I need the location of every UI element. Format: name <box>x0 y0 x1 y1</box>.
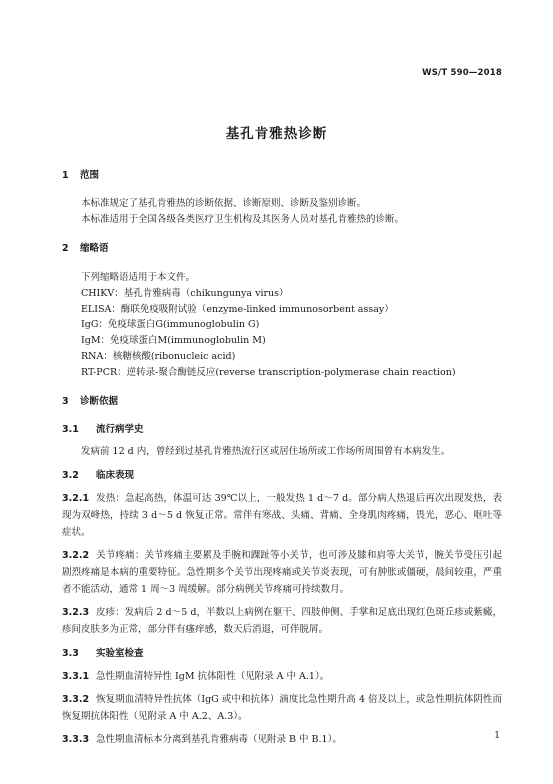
abbreviation-intro: 下列缩略语适用于本文件。 <box>81 272 196 283</box>
standard-code: WS/T 590—2018 <box>422 68 502 78</box>
clause-text: 皮疹：发病后 2 d～5 d，半数以上病例在躯干、四肢伸侧、手掌和足底出现红色斑丘疹或紫癜，疹间皮肤多为正常，部分伴有瘙痒感，数天后消退，可伴脱屑。 <box>62 607 502 636</box>
abbreviation-item: IgG：免疫球蛋白G(immunoglobulin G) <box>81 319 260 331</box>
paragraph: 本标准适用于全国各级各类医疗卫生机构及其医务人员对基孔肯雅热的诊断。 <box>81 213 405 225</box>
subsection-heading-epidemiology <box>62 422 502 438</box>
paragraph: 本标准规定了基孔肯雅热的诊断依据、诊断原则、诊断及鉴别诊断。 <box>81 198 367 209</box>
clause-3-2-2 <box>62 547 502 598</box>
document-title: 基孔肯雅热诊断 <box>225 126 328 142</box>
clause-text: 关节疼痛：关节疼痛主要累及手腕和踝趾等小关节，也可涉及膝和肩等大关节，腕关节受压引起剧烈疼痛是本病的重要特征。急性期多个关节出现疼痛或关节炎表现，可有肿胀或僵硬，晨间较重，严重者不能活动，通常 1 周～3 周缓解。部分病例关节疼痛可持续数月。 <box>62 550 502 596</box>
section-title: 缩略语 <box>80 243 109 254</box>
abbreviation-item: ELISA：酶联免疫吸附试验（enzyme-linked immunosorbent assay） <box>81 303 394 315</box>
section-title: 范围 <box>80 170 100 181</box>
clause-3-3-2 <box>62 691 502 725</box>
clause-3-3-3 <box>62 731 502 748</box>
clause-text: 恢复期血清特异性抗体（IgG 或中和抗体）滴度比急性期升高 4 倍及以上，或急性期抗体阴性而恢复期抗体阳性（见附录 A 中 A.2、A.3）。 <box>62 694 502 723</box>
subsection-title: 临床表现 <box>96 470 135 482</box>
section-heading-diagnosis-basis <box>62 394 502 410</box>
clause-text: 急性期血清标本分离到基孔肯雅病毒（见附录 B 中 B.1）。 <box>96 734 342 746</box>
subsection-title: 实验室检查 <box>96 648 144 660</box>
clause-number: 3.3.2 <box>62 694 90 706</box>
paragraph: 发病前 12 d 内，曾经到过基孔肯雅热流行区或居住场所或工作场所周围曾有本病发生。 <box>81 445 451 457</box>
clause-number: 3.3.3 <box>62 734 90 746</box>
clause-3-2-1 <box>62 490 502 541</box>
subsection-title: 流行病学史 <box>96 423 144 435</box>
section-heading-abbreviations <box>62 241 502 257</box>
clause-3-3-1 <box>62 668 502 685</box>
subsection-number: 3.1 <box>62 423 79 435</box>
clause-number: 3.2.3 <box>62 607 90 619</box>
abbreviation-item: CHIKV：基孔肯雅病毒（chikungunya virus） <box>81 287 289 299</box>
subsection-number: 3.2 <box>62 470 79 482</box>
clause-text: 急性期血清特异性 IgM 抗体阳性（见附录 A 中 A.1）。 <box>96 671 330 683</box>
section-title: 诊断依据 <box>80 395 119 407</box>
section-heading-scope <box>62 168 502 184</box>
clause-number: 3.2.1 <box>62 493 90 505</box>
abbreviation-item: RNA：核糖核酸(ribonucleic acid) <box>81 350 236 362</box>
document-body <box>62 168 502 748</box>
page-number: 1 <box>494 730 500 741</box>
subsection-heading-clinical <box>62 468 502 484</box>
clause-number: 3.2.2 <box>62 550 90 562</box>
clause-number: 3.3.1 <box>62 671 90 683</box>
clause-3-2-3 <box>62 604 502 638</box>
section-number: 1 <box>62 170 69 181</box>
section-number: 2 <box>62 243 69 254</box>
subsection-heading-lab <box>62 646 502 662</box>
subsection-number: 3.3 <box>62 648 79 660</box>
abbreviation-item: RT-PCR：逆转录-聚合酶链反应(reverse transcription-polymerase chain reaction) <box>81 366 456 378</box>
section-number: 3 <box>62 395 69 407</box>
clause-text: 发热：急起高热，体温可达 39℃以上，一般发热 1 d～7 d。部分病人热退后再次出现发热，表现为双峰热，持续 3 d～5 d 恢复正常。常伴有寒战、头痛、背痛、全身肌肉疼痛，畏光，恶心、呕吐等症状。 <box>62 493 502 539</box>
abbreviation-item: IgM：免疫球蛋白M(immunoglobulin M) <box>81 335 266 347</box>
